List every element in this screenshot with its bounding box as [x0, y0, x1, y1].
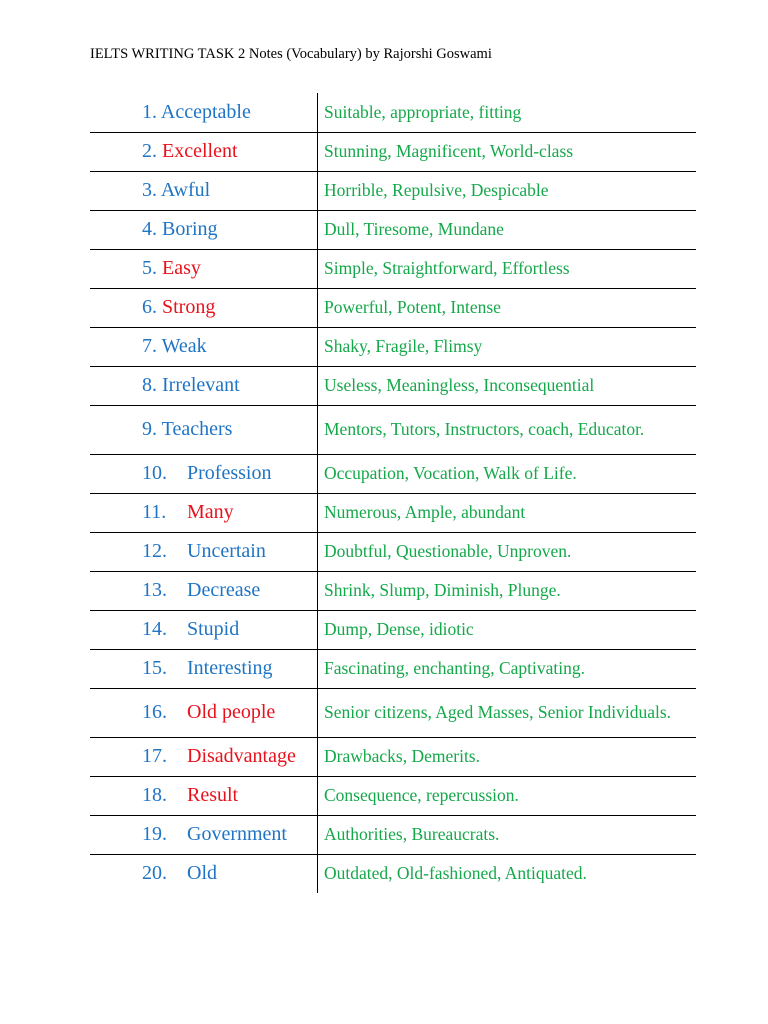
table-row [90, 366, 696, 405]
synonyms-cell: Outdated, Old-fashioned, Antiquated. [324, 863, 587, 884]
table-row [90, 249, 696, 288]
word-cell [90, 288, 318, 327]
vocabulary-table-body [90, 93, 696, 893]
table-row [90, 405, 696, 454]
word-cell [90, 688, 318, 737]
vocabulary-word: Teachers [161, 418, 233, 440]
vocabulary-word: Excellent [162, 140, 238, 162]
word-cell [90, 815, 318, 854]
word-cell [90, 366, 318, 405]
word-cell [90, 493, 318, 532]
word-cell [90, 854, 318, 893]
synonyms-cell: Occupation, Vocation, Walk of Life. [318, 454, 697, 493]
table-row [90, 571, 696, 610]
vocabulary-word: Uncertain [187, 540, 266, 562]
vocabulary-table [90, 93, 696, 893]
word-cell [90, 171, 318, 210]
vocabulary-word: Government [187, 823, 287, 845]
table-row [90, 93, 696, 132]
word-cell [90, 532, 318, 571]
word-cell [90, 649, 318, 688]
vocabulary-word: Awful [160, 179, 211, 201]
synonyms-cell: Numerous, Ample, abundant [318, 493, 697, 532]
table-row [90, 327, 696, 366]
synonyms-cell: Authorities, Bureaucrats. [318, 815, 697, 854]
synonyms-cell: Stunning, Magnificent, World-class [318, 132, 697, 171]
synonyms-cell: Drawbacks, Demerits. [318, 737, 697, 776]
item-number: 10. [142, 462, 167, 484]
synonyms-cell: Useless, Meaningless, Inconsequential [318, 366, 697, 405]
synonyms-cell: Powerful, Potent, Intense [318, 288, 697, 327]
item-number: 19. [142, 823, 167, 845]
vocabulary-word: Decrease [187, 579, 261, 601]
word-cell [90, 776, 318, 815]
item-number: 4. [142, 218, 157, 240]
table-row [90, 132, 696, 171]
table-row [90, 688, 696, 737]
vocabulary-word: Acceptable [160, 100, 251, 123]
item-number: 5. [142, 257, 157, 279]
synonyms-cell: Dump, Dense, idiotic [318, 610, 697, 649]
vocabulary-word: Boring [162, 218, 218, 240]
vocabulary-word: Old [187, 862, 217, 885]
item-number: 13. [142, 579, 167, 601]
item-number: 17. [142, 745, 167, 767]
item-number: 2. [142, 140, 157, 162]
table-row [90, 776, 696, 815]
word-cell [90, 132, 318, 171]
word-cell [90, 327, 318, 366]
word-cell [90, 405, 318, 454]
synonyms-cell: Consequence, repercussion. [318, 776, 697, 815]
synonyms-cell: Senior citizens, Aged Masses, Senior Individuals. [318, 688, 697, 737]
table-row [90, 288, 696, 327]
synonyms-cell: Simple, Straightforward, Effortless [318, 249, 697, 288]
item-number: 11. [142, 501, 167, 523]
table-row [90, 649, 696, 688]
synonyms-cell: Doubtful, Questionable, Unproven. [318, 532, 697, 571]
item-number: 15. [142, 657, 167, 679]
table-row [90, 454, 696, 493]
word-cell [90, 210, 318, 249]
synonyms-cell: Horrible, Repulsive, Despicable [318, 171, 697, 210]
table-row [90, 493, 696, 532]
table-row [90, 815, 696, 854]
item-number: 3. [142, 179, 157, 201]
item-number: 8. [142, 374, 157, 396]
item-number: 20. [142, 862, 167, 885]
word-cell [90, 737, 318, 776]
word-cell [90, 571, 318, 610]
table-row [90, 854, 696, 893]
item-number: 12. [142, 540, 167, 562]
word-cell [90, 249, 318, 288]
vocabulary-word: Stupid [187, 618, 240, 640]
table-row [90, 171, 696, 210]
page-header: IELTS WRITING TASK 2 Notes (Vocabulary) by Rajorshi Goswami [90, 46, 492, 62]
vocabulary-word: Irrelevant [162, 374, 240, 396]
vocabulary-word: Profession [187, 462, 272, 484]
synonyms-cell: Fascinating, enchanting, Captivating. [318, 649, 697, 688]
item-number: 16. [142, 701, 167, 723]
vocabulary-word: Easy [162, 257, 201, 279]
word-cell [90, 610, 318, 649]
vocabulary-word: Many [187, 501, 234, 523]
table-row [90, 610, 696, 649]
word-cell [90, 93, 318, 132]
vocabulary-word: Weak [161, 335, 207, 357]
synonyms-cell: Mentors, Tutors, Instructors, coach, Educator. [318, 405, 697, 454]
item-number: 9. [142, 418, 157, 440]
table-row [90, 210, 696, 249]
vocabulary-word: Result [187, 784, 239, 806]
synonyms-cell: Dull, Tiresome, Mundane [318, 210, 697, 249]
item-number: 1. [142, 100, 157, 123]
item-number: 18. [142, 784, 167, 806]
word-cell [90, 454, 318, 493]
vocabulary-word: Strong [162, 296, 216, 318]
synonyms-cell: Suitable, appropriate, fitting [318, 93, 697, 132]
vocabulary-word: Interesting [187, 657, 273, 679]
vocabulary-word: Old people [187, 701, 276, 723]
table-row [90, 532, 696, 571]
synonyms-cell: Shaky, Fragile, Flimsy [318, 327, 697, 366]
table-row [90, 737, 696, 776]
vocabulary-word: Disadvantage [187, 745, 296, 767]
item-number: 14. [142, 618, 167, 640]
synonyms-cell: Shrink, Slump, Diminish, Plunge. [318, 571, 697, 610]
item-number: 7. [142, 335, 157, 357]
item-number: 6. [142, 296, 157, 318]
